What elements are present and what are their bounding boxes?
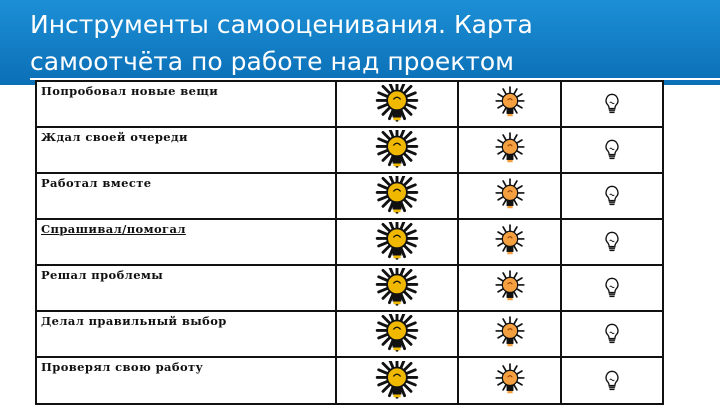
orange-bulb-icon — [487, 131, 533, 169]
table-row — [37, 174, 662, 220]
outline-bulb-icon — [595, 131, 629, 169]
orange-bulb-icon — [487, 177, 533, 215]
rating-cell[interactable] — [337, 358, 459, 404]
rating-cell[interactable] — [459, 220, 562, 264]
table-row — [37, 82, 662, 128]
table-row — [37, 220, 662, 266]
bright-bulb-icon — [370, 268, 424, 308]
bright-bulb-icon — [370, 314, 424, 354]
criterion-cell — [37, 82, 337, 126]
rating-cell[interactable] — [562, 82, 662, 126]
orange-bulb-icon — [487, 269, 533, 307]
criterion-label: Делал правильный выбор — [41, 314, 227, 328]
outline-bulb-icon — [595, 362, 629, 400]
self-assessment-table — [35, 80, 664, 405]
table-row — [37, 128, 662, 174]
rating-cell[interactable] — [337, 128, 459, 172]
rating-cell[interactable] — [562, 358, 662, 404]
criterion-label: Спрашивал/помогал — [41, 222, 186, 236]
table-row — [37, 358, 662, 404]
criterion-cell — [37, 128, 337, 172]
orange-bulb-icon — [487, 223, 533, 261]
rating-cell[interactable] — [337, 82, 459, 126]
criterion-label: Решал проблемы — [41, 268, 164, 282]
bright-bulb-icon — [370, 130, 424, 170]
orange-bulb-icon — [487, 85, 533, 123]
bright-bulb-icon — [370, 176, 424, 216]
outline-bulb-icon — [595, 315, 629, 353]
table-row — [37, 266, 662, 312]
rating-cell[interactable] — [459, 82, 562, 126]
criterion-cell — [37, 266, 337, 310]
outline-bulb-icon — [595, 223, 629, 261]
rating-cell[interactable] — [459, 266, 562, 310]
outline-bulb-icon — [595, 269, 629, 307]
table-row — [37, 312, 662, 358]
outline-bulb-icon — [595, 177, 629, 215]
rating-cell[interactable] — [337, 266, 459, 310]
criterion-cell — [37, 358, 337, 404]
rating-cell[interactable] — [562, 128, 662, 172]
rating-cell[interactable] — [337, 174, 459, 218]
rating-cell[interactable] — [459, 358, 562, 404]
criterion-label: Работал вместе — [41, 176, 152, 190]
bright-bulb-icon — [370, 84, 424, 124]
criterion-label: Попробовал новые вещи — [41, 84, 219, 98]
bright-bulb-icon — [370, 361, 424, 401]
criterion-cell — [37, 220, 337, 264]
rating-cell[interactable] — [562, 174, 662, 218]
rating-cell[interactable] — [562, 220, 662, 264]
criterion-label: Ждал своей очереди — [41, 130, 188, 144]
orange-bulb-icon — [487, 315, 533, 353]
rating-cell[interactable] — [337, 312, 459, 356]
orange-bulb-icon — [487, 362, 533, 400]
criterion-label: Проверял свою работу — [41, 360, 204, 374]
outline-bulb-icon — [595, 85, 629, 123]
rating-cell[interactable] — [459, 312, 562, 356]
slide-header — [0, 0, 720, 85]
criterion-cell — [37, 174, 337, 218]
slide-title: Инструменты самооценивания. Карта самоотчёта по работе над проектом — [30, 10, 533, 76]
rating-cell[interactable] — [337, 220, 459, 264]
rating-cell[interactable] — [459, 128, 562, 172]
bright-bulb-icon — [370, 222, 424, 262]
rating-cell[interactable] — [459, 174, 562, 218]
criterion-cell — [37, 312, 337, 356]
rating-cell[interactable] — [562, 312, 662, 356]
rating-cell[interactable] — [562, 266, 662, 310]
